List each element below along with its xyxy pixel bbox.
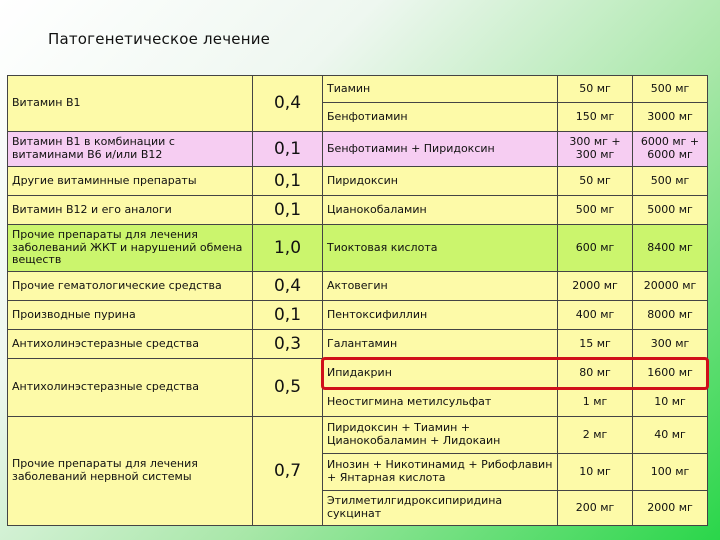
- dose-course-cell: 8000 мг: [633, 301, 708, 330]
- table-row: [8, 417, 708, 454]
- dose-single-cell: 80 мг: [558, 359, 633, 388]
- dose-single-cell: 2000 мг: [558, 272, 633, 301]
- table-row: [8, 359, 708, 388]
- dose-course-cell: 10 мг: [633, 388, 708, 417]
- share-cell: 0,4: [253, 76, 323, 132]
- treatment-table: [7, 75, 708, 526]
- dose-course-cell: 20000 мг: [633, 272, 708, 301]
- group-name-cell: Прочие гематологические средства: [8, 272, 253, 301]
- drug-name-cell: Бенфотиамин + Пиридоксин: [323, 132, 558, 167]
- dose-course-cell: 6000 мг + 6000 мг: [633, 132, 708, 167]
- page-title: Патогенетическое лечение: [48, 30, 271, 48]
- dose-course-cell: 40 мг: [633, 417, 708, 454]
- drug-name-cell: Цианокобаламин: [323, 196, 558, 225]
- drug-name-cell: Актовегин: [323, 272, 558, 301]
- share-cell: 0,3: [253, 330, 323, 359]
- share-cell: 1,0: [253, 225, 323, 272]
- group-name-cell: Прочие препараты для лечения заболеваний нервной системы: [8, 417, 253, 526]
- dose-single-cell: 50 мг: [558, 167, 633, 196]
- group-name-cell: Антихолинэстеразные средства: [8, 330, 253, 359]
- dose-course-cell: 100 мг: [633, 454, 708, 491]
- drug-name-cell: Пентоксифиллин: [323, 301, 558, 330]
- group-name-cell: Другие витаминные препараты: [8, 167, 253, 196]
- dose-course-cell: 5000 мг: [633, 196, 708, 225]
- table-row: [8, 272, 708, 301]
- dose-single-cell: 500 мг: [558, 196, 633, 225]
- dose-single-cell: 200 мг: [558, 491, 633, 526]
- table-row: [8, 167, 708, 196]
- dose-single-cell: 600 мг: [558, 225, 633, 272]
- share-cell: 0,1: [253, 301, 323, 330]
- group-name-cell: Витамин В1: [8, 76, 253, 132]
- dose-single-cell: 300 мг + 300 мг: [558, 132, 633, 167]
- dose-single-cell: 50 мг: [558, 76, 633, 103]
- dose-course-cell: 8400 мг: [633, 225, 708, 272]
- table-row: [8, 196, 708, 225]
- group-name-cell: Прочие препараты для лечения заболеваний ЖКТ и нарушений обмена веществ: [8, 225, 253, 272]
- share-cell: 0,4: [253, 272, 323, 301]
- dose-single-cell: 150 мг: [558, 103, 633, 132]
- drug-name-cell: Пиридоксин + Тиамин + Цианокобаламин + Лидокаин: [323, 417, 558, 454]
- group-name-cell: Витамин В12 и его аналоги: [8, 196, 253, 225]
- table-row: [8, 76, 708, 103]
- dose-single-cell: 10 мг: [558, 454, 633, 491]
- drug-name-cell: Тиоктовая кислота: [323, 225, 558, 272]
- drug-name-cell: Тиамин: [323, 76, 558, 103]
- dose-single-cell: 1 мг: [558, 388, 633, 417]
- dose-course-cell: 300 мг: [633, 330, 708, 359]
- table-row: [8, 132, 708, 167]
- dose-single-cell: 2 мг: [558, 417, 633, 454]
- group-name-cell: Витамин В1 в комбинации с витаминами В6 и/или В12: [8, 132, 253, 167]
- drug-name-cell: Ипидакрин: [323, 359, 558, 388]
- dose-course-cell: 3000 мг: [633, 103, 708, 132]
- drug-name-cell: Неостигмина метилсульфат: [323, 388, 558, 417]
- dose-single-cell: 400 мг: [558, 301, 633, 330]
- drug-name-cell: Галантамин: [323, 330, 558, 359]
- drug-name-cell: Бенфотиамин: [323, 103, 558, 132]
- share-cell: 0,1: [253, 196, 323, 225]
- dose-single-cell: 15 мг: [558, 330, 633, 359]
- share-cell: 0,1: [253, 132, 323, 167]
- dose-course-cell: 500 мг: [633, 76, 708, 103]
- dose-course-cell: 1600 мг: [633, 359, 708, 388]
- share-cell: 0,1: [253, 167, 323, 196]
- drug-name-cell: Инозин + Никотинамид + Рибофлавин + Янтарная кислота: [323, 454, 558, 491]
- share-cell: 0,7: [253, 417, 323, 526]
- group-name-cell: Антихолинэстеразные средства: [8, 359, 253, 417]
- table-row: [8, 225, 708, 272]
- table-row: [8, 330, 708, 359]
- drug-name-cell: Этилметилгидроксипиридина сукцинат: [323, 491, 558, 526]
- share-cell: 0,5: [253, 359, 323, 417]
- table-row: [8, 301, 708, 330]
- group-name-cell: Производные пурина: [8, 301, 253, 330]
- drug-name-cell: Пиридоксин: [323, 167, 558, 196]
- dose-course-cell: 500 мг: [633, 167, 708, 196]
- dose-course-cell: 2000 мг: [633, 491, 708, 526]
